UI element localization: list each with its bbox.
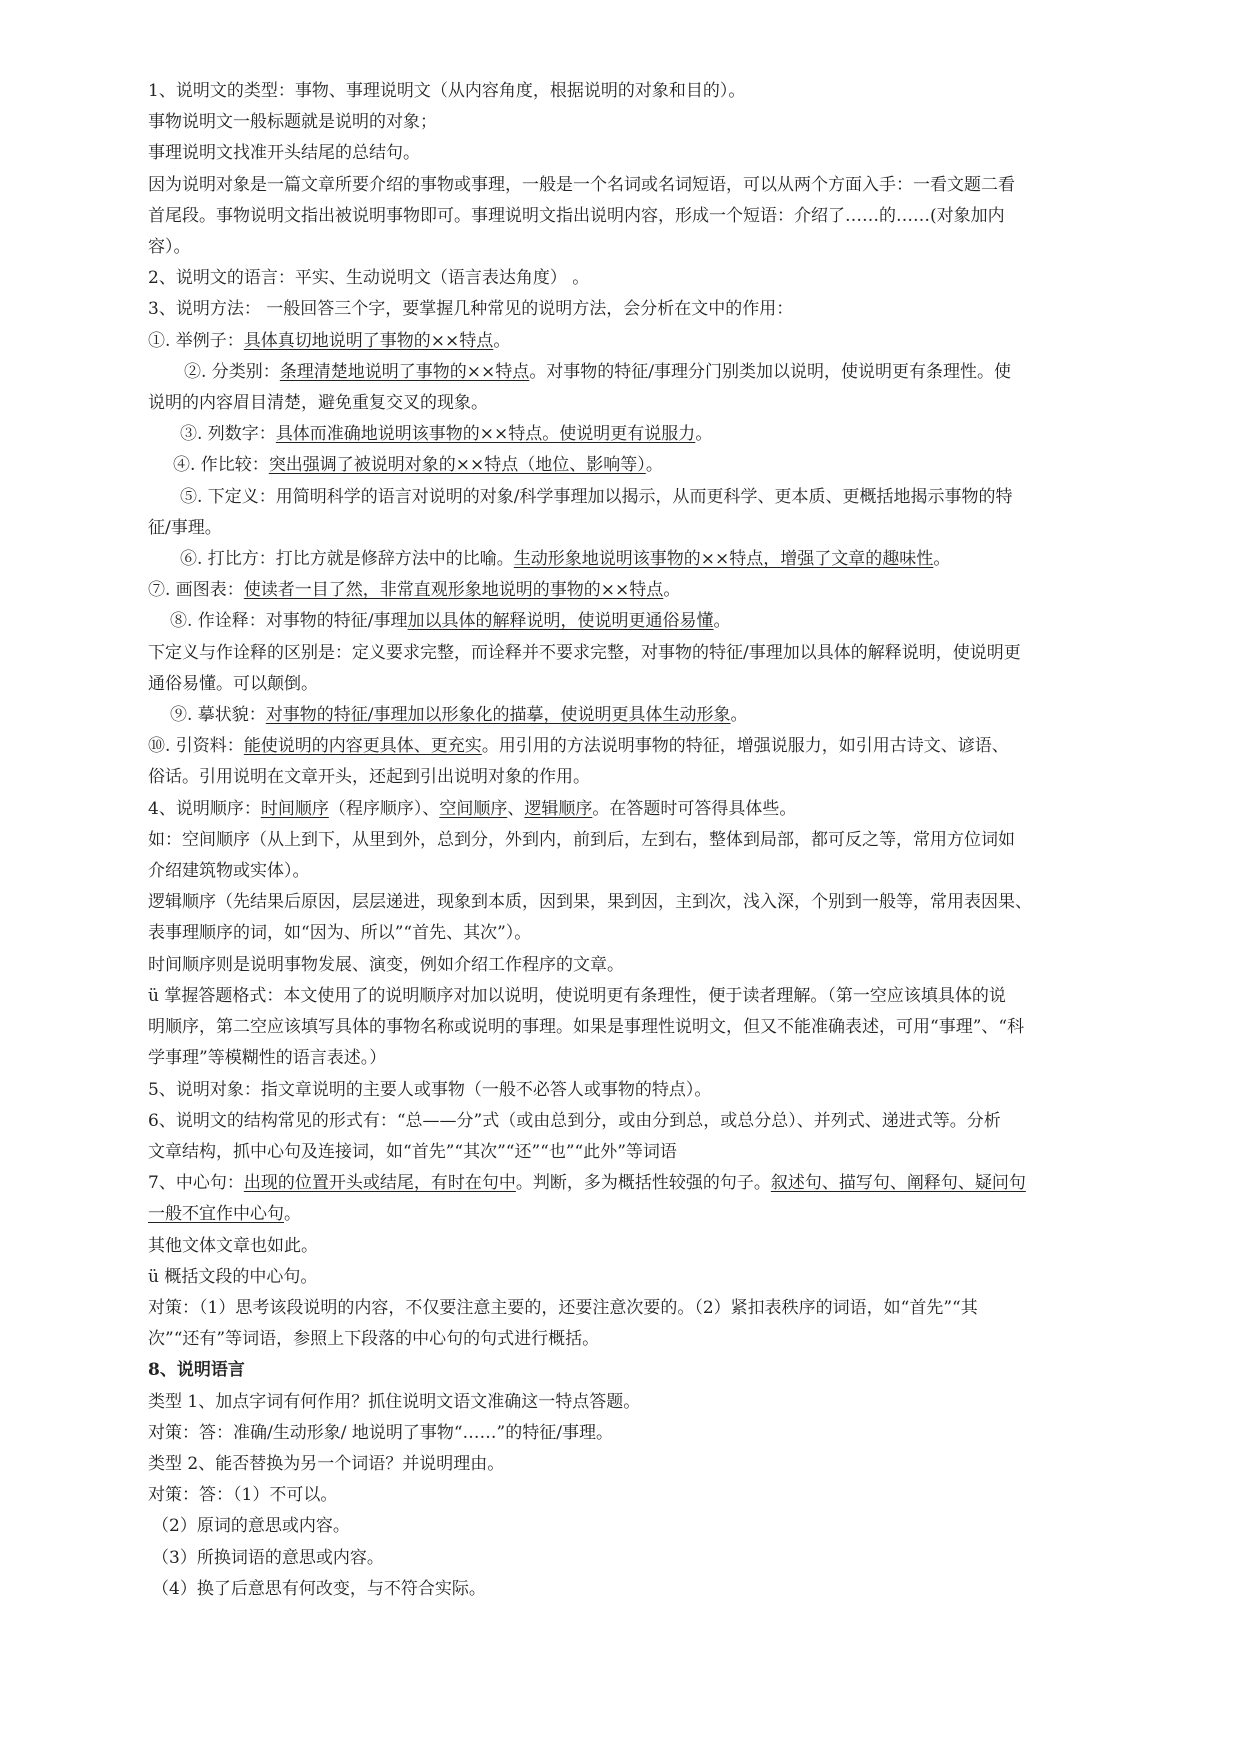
text-line: [148, 1449, 1101, 1480]
text-segment: （2）原词的意思或内容。: [152, 1516, 350, 1537]
underlined-phrase: 叙述句、描写句、阐释句、疑问句: [770, 1173, 1026, 1194]
text-line: [148, 201, 1101, 232]
text-segment: ⑥. 打比方：打比方就是修辞方法中的比喻。: [180, 549, 514, 570]
text-line: [148, 388, 1101, 419]
text-segment: 7、中心句：: [148, 1173, 244, 1194]
underlined-phrase: 突出强调了被说明对象的××特点（地位、影响等）: [268, 455, 646, 476]
text-segment: 次”“还有”等词语，参照上下段落的中心句的句式进行概括。: [148, 1329, 600, 1350]
text-segment: 事理说明文找准开头结尾的总结句。: [148, 143, 420, 164]
text-segment: 、: [507, 798, 525, 819]
text-line: [148, 1137, 1101, 1168]
text-line: [148, 419, 1101, 450]
text-segment: 介绍建筑物或实体）。: [148, 861, 310, 882]
text-segment: 。在答题时可答得具体些。: [592, 798, 797, 819]
text-line: [148, 887, 1101, 918]
text-segment: ⑧. 作诠释：对事物的特征/事理: [170, 611, 408, 632]
text-line: [148, 1168, 1101, 1199]
text-line: [148, 294, 1101, 325]
text-segment: 通俗易懂。可以颠倒。: [148, 673, 318, 694]
underlined-phrase: 条理清楚地说明了事物的××特点: [279, 361, 530, 382]
text-segment: 。: [933, 549, 951, 570]
text-segment: 明顺序，第二空应该填写具体的事物名称或说明的事理。如果是事理性说明文，但又不能准确表述，可用“事理”、“科: [148, 1017, 1025, 1038]
text-segment: ②. 分类别：: [184, 361, 280, 382]
text-line: [148, 1355, 1101, 1386]
text-line: [148, 263, 1101, 294]
text-line: [148, 107, 1101, 138]
text-line: [148, 1293, 1101, 1324]
text-segment: 。判断，多为概括性较强的句子。: [515, 1173, 771, 1194]
text-segment: ⑤. 下定义：用简明科学的语言对说明的对象/科学事理加以揭示，从而更科学、更本质、更概括地揭示事物的特: [180, 486, 1013, 507]
text-line: [148, 950, 1101, 981]
text-segment: 。对事物的特征/事理分门别类加以说明，使说明更有条理性。使: [529, 361, 1012, 382]
text-line: [148, 825, 1101, 856]
text-segment: 文章结构，抓中心句及连接词，如“首先”“其次”“还”“也”“此外”等词语: [148, 1141, 677, 1162]
text-segment: 对策：（1）思考该段说明的内容，不仅要注意主要的，还要注意次要的。（2）紧扣表秩序的词语，如“首先”“其: [148, 1297, 978, 1318]
text-segment: 。: [493, 330, 511, 351]
text-line: [148, 357, 1101, 388]
underlined-phrase: 具体真切地说明了事物的××特点: [243, 330, 494, 351]
text-line: [148, 606, 1101, 637]
text-segment: 类型 2、能否替换为另一个词语？并说明理由。: [148, 1453, 505, 1474]
underlined-phrase: 出现的位置开头或结尾，有时在句中: [243, 1173, 516, 1194]
text-line: [148, 1387, 1101, 1418]
text-segment: 如：空间顺序（从上到下，从里到外，总到分，外到内，前到后，左到右，整体到局部，都可反之等，常用方位词如: [148, 829, 1015, 850]
text-segment: ③. 列数字：: [180, 424, 276, 445]
underlined-phrase: 对事物的特征/事理加以形象化的描摹，使说明更具体生动形象: [265, 705, 731, 726]
text-line: [148, 981, 1101, 1012]
text-line: [148, 170, 1101, 201]
text-line: [148, 1480, 1101, 1511]
text-segment: 因为说明对象是一篇文章所要介绍的事物或事理，一般是一个名词或名词短语，可以从两个方面入手：一看文题二看: [148, 174, 1015, 195]
text-segment: （程序顺序）、: [328, 798, 440, 819]
text-line: [148, 1418, 1101, 1449]
underlined-phrase: 时间顺序: [260, 798, 329, 819]
text-line: [148, 762, 1101, 793]
text-segment: 。: [713, 611, 731, 632]
text-segment: 其他文体文章也如此。: [148, 1235, 318, 1256]
text-line: [148, 138, 1101, 169]
text-line: [148, 1043, 1101, 1074]
text-segment: 说明的内容眉目清楚，避免重复交叉的现象。: [148, 393, 488, 414]
underlined-phrase: 生动形象地说明该事物的××特点，增强了文章的趣味性: [513, 549, 934, 570]
text-segment: 2、说明文的语言：平实、生动说明文（语言表达角度） 。: [148, 268, 590, 289]
text-segment: 。: [284, 1204, 301, 1225]
text-line: [148, 1012, 1101, 1043]
text-line: [148, 482, 1101, 513]
text-segment: 。: [695, 424, 713, 445]
text-segment: （3）所换词语的意思或内容。: [152, 1547, 384, 1568]
text-line: [148, 544, 1101, 575]
text-segment: （4）换了后意思有何改变，与不符合实际。: [152, 1578, 486, 1599]
text-segment: ①. 举例子：: [148, 330, 244, 351]
text-segment: 3、说明方法： 一般回答三个字，要掌握几种常见的说明方法，会分析在文中的作用：: [148, 299, 794, 320]
underlined-phrase: 加以具体的解释说明，使说明更通俗易懂: [407, 611, 714, 632]
text-line: [148, 638, 1101, 669]
underlined-phrase: 逻辑顺序: [524, 798, 593, 819]
text-segment: 。用引用的方法说明事物的特征，增强说服力，如引用古诗文、谚语、: [481, 736, 1009, 757]
text-segment: 逻辑顺序（先结果后原因，层层递进，现象到本质，因到果，果到因，主到次，浅入深，个别到一般等，常用表因果、: [148, 892, 1032, 913]
text-line: [148, 232, 1101, 263]
text-segment: 学事理”等模糊性的语言表述。）: [148, 1048, 387, 1069]
text-segment: 4、说明顺序：: [148, 798, 261, 819]
text-line: [148, 1324, 1101, 1355]
text-segment: ④. 作比较：: [173, 455, 269, 476]
text-line: [148, 856, 1101, 887]
underlined-phrase: 具体而准确地说明该事物的××特点。使说明更有说服力: [275, 424, 696, 445]
text-line: [148, 1511, 1101, 1542]
text-segment: 表事理顺序的词，如“因为、所以”“首先、其次”）。: [148, 923, 532, 944]
text-line: [148, 918, 1101, 949]
underlined-phrase: 一般不宜作中心句: [148, 1204, 284, 1225]
text-segment: ⑦. 画图表：: [148, 580, 244, 601]
text-line: [148, 450, 1101, 481]
text-line: [148, 1543, 1101, 1574]
text-line: [148, 513, 1101, 544]
text-segment: 事物说明文一般标题就是说明的对象；: [148, 112, 437, 133]
text-line: [148, 731, 1101, 762]
underlined-phrase: 能使说明的内容更具体、更充实: [243, 736, 482, 757]
text-segment: ⑨. 摹状貌：: [170, 705, 266, 726]
bold-heading: 8、说明语言: [148, 1360, 245, 1381]
text-segment: 。: [730, 705, 748, 726]
text-line: [148, 1262, 1101, 1293]
text-segment: 。: [663, 580, 681, 601]
text-segment: 征/事理。: [148, 517, 222, 538]
text-segment: 对策：答：（1）不可以。: [148, 1485, 338, 1506]
text-segment: 俗话。引用说明在文章开头，还起到引出说明对象的作用。: [148, 767, 590, 788]
text-segment: 。: [645, 455, 663, 476]
text-line: [148, 794, 1101, 825]
text-line: [148, 1106, 1101, 1137]
underlined-phrase: 空间顺序: [439, 798, 508, 819]
text-line: [148, 1574, 1101, 1605]
text-line: [148, 76, 1101, 107]
text-segment: 对策：答：准确/生动形象/ 地说明了事物“……”的特征/事理。: [148, 1422, 613, 1443]
text-segment: 容）。: [148, 237, 191, 258]
text-segment: 类型 1、加点字词有何作用？抓住说明文语文准确这一特点答题。: [148, 1391, 641, 1412]
text-segment: ⑩. 引资料：: [148, 736, 244, 757]
text-segment: 下定义与作诠释的区别是：定义要求完整，而诠释并不要求完整，对事物的特征/事理加以具体的解释说明，使说明更: [148, 642, 1021, 663]
text-line: [148, 700, 1101, 731]
text-line: [148, 1075, 1101, 1106]
text-line: [148, 669, 1101, 700]
text-segment: 时间顺序则是说明事物发展、演变，例如介绍工作程序的文章。: [148, 954, 624, 975]
text-segment: ü 概括文段的中心句。: [148, 1266, 318, 1287]
text-segment: 1、说明文的类型：事物、事理说明文（从内容角度，根据说明的对象和目的）。: [148, 81, 746, 101]
text-line: [148, 575, 1101, 606]
text-segment: 6、说明文的结构常见的形式有：“总——分”式（或由总到分，或由分到总，或总分总）、并列式、递进式等。分析: [148, 1110, 1001, 1131]
text-segment: 5、说明对象：指文章说明的主要人或事物（一般不必答人或事物的特点）。: [148, 1079, 712, 1100]
text-line: [148, 326, 1101, 357]
text-segment: 首尾段。事物说明文指出被说明事物即可。事理说明文指出说明内容，形成一个短语：介绍了……的……(对象加内: [148, 205, 1005, 226]
underlined-phrase: 使读者一目了然，非常直观形象地说明的事物的××特点: [243, 580, 664, 601]
text-line: [148, 1199, 1101, 1230]
text-segment: ü 掌握答题格式：本文使用了的说明顺序对加以说明，使说明更有条理性，便于读者理解。（第一空应该填具体的说: [148, 985, 1006, 1006]
text-line: [148, 1231, 1101, 1262]
